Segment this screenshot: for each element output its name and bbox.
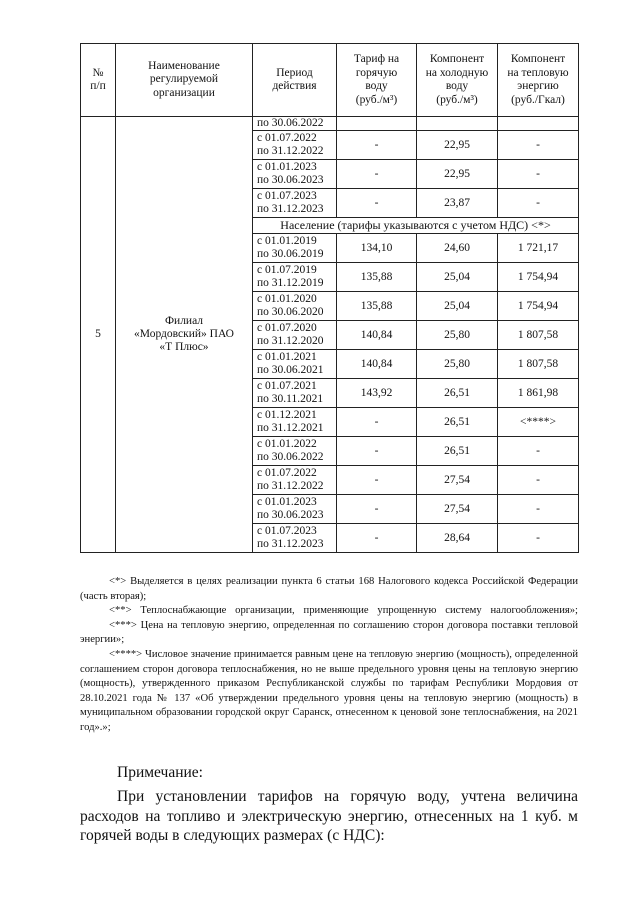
period-cell [253, 160, 337, 189]
text-line: по 30.06.2023 [257, 509, 324, 521]
header-period [253, 44, 337, 117]
footnote-2: <**> Теплоснабжающие организации, применяющие упрощенную систему налогообложения»; [109, 605, 578, 617]
table-header-row [81, 44, 579, 117]
heat-cell: - [498, 524, 579, 553]
footnote-4: <****> Числовое значение принимается равным цене на тепловую энергию (мощность), определенной соглашением сторон договора теплоснабжения, но не выше предельного уровня цены на тепловую энергию (мощность), утвержденного приказом Республиканской службы по тарифам Республики Мордовия от 28.10.2021 года № 137 «Об утверждении предельного уровня цены на тепловую энергию (мощность) в муниципальном образовании городской округ Саранск, отнесенном к ценовой зоне теплоснабжения, на 2021 год».»; [80, 648, 578, 733]
text-line: по 31.12.2023 [257, 538, 324, 550]
heat-cell: 1 807,58 [498, 350, 579, 379]
hot-water-cell [337, 117, 417, 131]
text-line: с 01.01.2020 [257, 293, 317, 305]
cold-water-cell: 25,04 [417, 263, 498, 292]
section-label-population: Население (тарифы указываются с учетом НДС) <*> [253, 218, 579, 234]
cold-water-cell: 25,04 [417, 292, 498, 321]
hot-water-cell: 140,84 [337, 350, 417, 379]
hot-water-cell: - [337, 131, 417, 160]
text-line: «Т Плюс» [159, 341, 209, 353]
text-line: по 30.06.2019 [257, 248, 324, 260]
hot-water-cell: - [337, 524, 417, 553]
footnotes [80, 575, 578, 736]
text-line: с 01.07.2019 [257, 264, 317, 276]
hot-water-cell: - [337, 437, 417, 466]
text-line: с 01.07.2023 [257, 190, 317, 202]
hot-water-cell: - [337, 160, 417, 189]
header-cold-water [417, 44, 498, 117]
text-line: на холодную [425, 66, 489, 79]
heat-cell: - [498, 495, 579, 524]
period-cell [253, 292, 337, 321]
cold-water-cell: 26,51 [417, 408, 498, 437]
cold-water-cell: 28,64 [417, 524, 498, 553]
period-cell [253, 350, 337, 379]
text-line: по 30.06.2022 [257, 451, 324, 463]
text-line: с 01.01.2019 [257, 235, 317, 247]
footnote-3: <***> Цена на тепловую энергию, определенная по соглашению сторон договора поставки тепловой энергии»; [80, 619, 578, 646]
header-org [116, 44, 253, 117]
period-cell [253, 263, 337, 292]
text-line: по 31.12.2022 [257, 145, 324, 157]
heat-cell: 1 754,94 [498, 292, 579, 321]
hot-water-cell: - [337, 466, 417, 495]
period-cell [253, 234, 337, 263]
period-cell [253, 379, 337, 408]
text-line: Наименование [148, 59, 220, 72]
heat-cell: <****> [498, 408, 579, 437]
heat-cell: 1 807,58 [498, 321, 579, 350]
text-line: по 31.12.2023 [257, 203, 324, 215]
hot-water-cell: 135,88 [337, 292, 417, 321]
text-line: по 30.06.2023 [257, 174, 324, 186]
text-line: № [92, 66, 104, 79]
text-line: с 01.07.2022 [257, 467, 317, 479]
text-line: действия [272, 80, 317, 92]
cold-water-cell: 24,60 [417, 234, 498, 263]
text-line: с 01.07.2021 [257, 380, 317, 392]
remark-body [80, 787, 578, 846]
remark-text: При установлении тарифов на горячую воду, учтена величина расходов на топливо и электрическую энергию, отнесенных на 1 куб. м горячей воды в следующих размерах (с НДС): [80, 788, 578, 844]
hot-water-cell: 134,10 [337, 234, 417, 263]
hot-water-cell: - [337, 189, 417, 218]
text-line: Филиал [164, 315, 204, 327]
hot-water-cell: 135,88 [337, 263, 417, 292]
text-line: по 31.12.2020 [257, 335, 324, 347]
period-cell [253, 437, 337, 466]
text-line: (руб./Гкал) [511, 93, 565, 106]
text-line: Компонент [510, 53, 566, 65]
cold-water-cell: 25,80 [417, 350, 498, 379]
heat-cell: 1 861,98 [498, 379, 579, 408]
heat-cell: - [498, 189, 579, 218]
text-line: горячую [355, 66, 398, 79]
period-cell [253, 495, 337, 524]
text-line: по 31.12.2022 [257, 480, 324, 492]
text-line: по 31.12.2019 [257, 277, 324, 289]
text-line: с 01.07.2022 [257, 132, 317, 144]
heat-cell: 1 754,94 [498, 263, 579, 292]
organization-cell [116, 117, 253, 553]
text-line: Компонент [429, 53, 485, 65]
cold-water-cell: 26,51 [417, 379, 498, 408]
cold-water-cell: 23,87 [417, 189, 498, 218]
text-line: по 31.12.2021 [257, 422, 324, 434]
text-line: регулируемой [149, 73, 219, 86]
remark-title: Примечание: [117, 764, 203, 781]
table-row [81, 117, 579, 131]
cold-water-cell: 22,95 [417, 160, 498, 189]
text-line: (руб./м³) [436, 93, 478, 106]
period-cell [253, 408, 337, 437]
footnote-1: <*> Выделяется в целях реализации пункта 6 статьи 168 Налогового кодекса Российской Федерации (часть вторая); [80, 576, 578, 602]
text-line: Тариф на [353, 53, 400, 65]
text-line: на тепловую [507, 66, 569, 79]
heat-cell: - [498, 160, 579, 189]
text-line: воду [365, 80, 388, 92]
tariff-table [80, 43, 579, 553]
text-line: по 30.06.2020 [257, 306, 324, 318]
text-line: п/п [90, 80, 106, 92]
text-line: по 30.11.2021 [257, 393, 324, 405]
text-line: с 01.07.2020 [257, 322, 317, 334]
period-cell [253, 117, 337, 131]
text-line: с 01.01.2022 [257, 438, 317, 450]
heat-cell: - [498, 466, 579, 495]
text-line: с 01.12.2021 [257, 409, 317, 421]
text-line: с 01.01.2023 [257, 161, 317, 173]
hot-water-cell: - [337, 495, 417, 524]
text-line: по 30.06.2021 [257, 364, 324, 376]
hot-water-cell: - [337, 408, 417, 437]
period-cell [253, 321, 337, 350]
hot-water-cell: 143,92 [337, 379, 417, 408]
period-cell [253, 189, 337, 218]
row-number-cell: 5 [81, 117, 116, 553]
header-num [81, 44, 116, 117]
header-heat [498, 44, 579, 117]
period-cell [253, 131, 337, 160]
text-line: (руб./м³) [355, 93, 398, 106]
header-hot-water [337, 44, 417, 117]
heat-cell [498, 117, 579, 131]
text-line: с 01.07.2023 [257, 525, 317, 537]
text-line: с 01.01.2023 [257, 496, 317, 508]
text-line: «Мордовский» ПАО [134, 328, 234, 340]
heat-cell: 1 721,17 [498, 234, 579, 263]
cold-water-cell: 25,80 [417, 321, 498, 350]
cold-water-cell: 27,54 [417, 466, 498, 495]
cold-water-cell: 27,54 [417, 495, 498, 524]
text-line: Период [276, 66, 313, 79]
text-line: воду [445, 80, 469, 92]
text-line: по 30.06.2022 [257, 117, 324, 129]
heat-cell: - [498, 131, 579, 160]
text-line: энергию [517, 80, 559, 92]
heat-cell: - [498, 437, 579, 466]
text-line: организации [153, 86, 215, 99]
period-cell [253, 466, 337, 495]
hot-water-cell: 140,84 [337, 321, 417, 350]
cold-water-cell: 26,51 [417, 437, 498, 466]
cold-water-cell: 22,95 [417, 131, 498, 160]
text-line: с 01.01.2021 [257, 351, 317, 363]
cold-water-cell [417, 117, 498, 131]
period-cell [253, 524, 337, 553]
